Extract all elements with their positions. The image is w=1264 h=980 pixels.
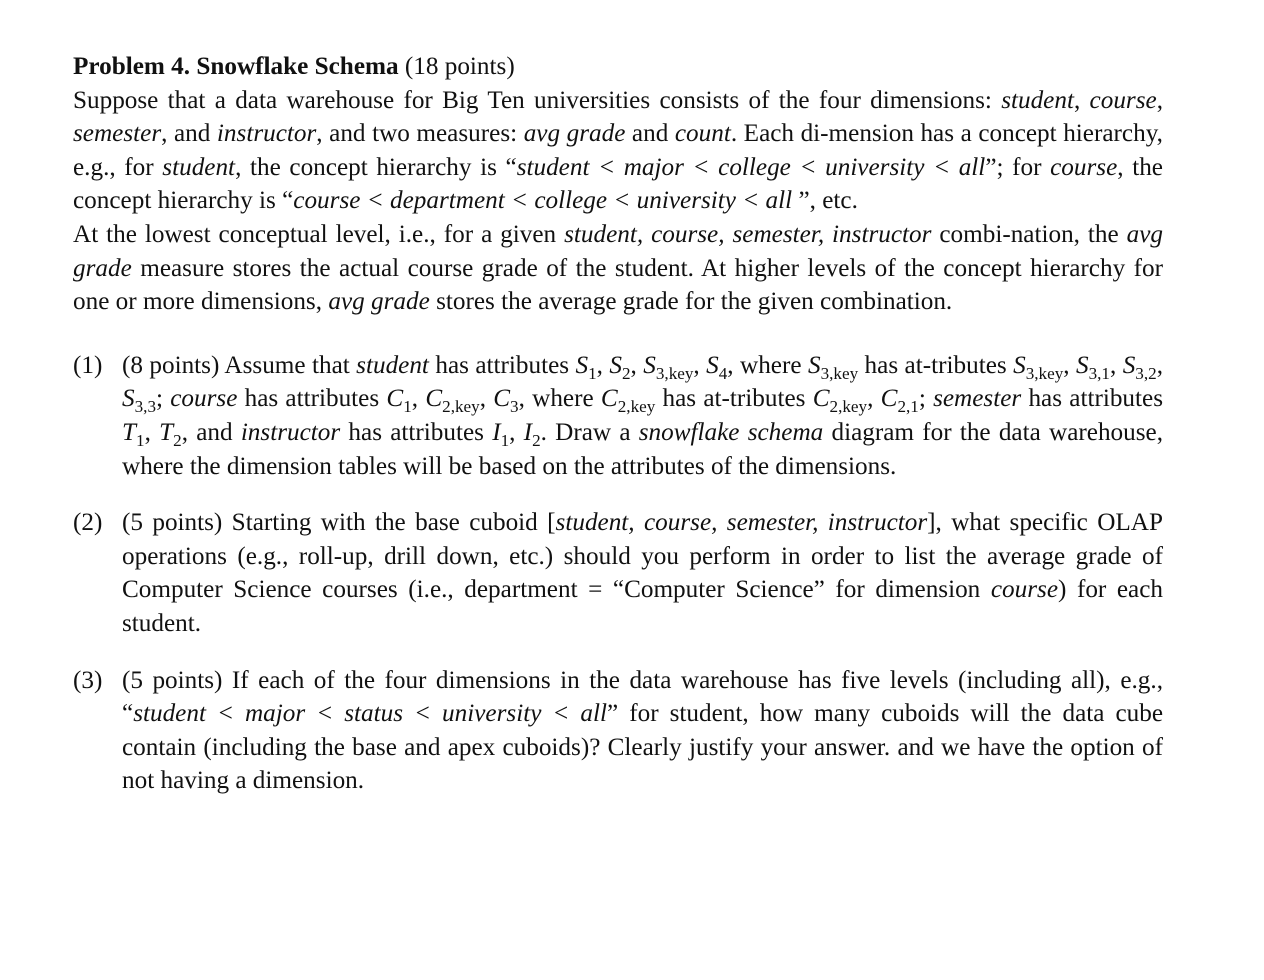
attr-subscript: 3,1 xyxy=(1088,363,1110,383)
dimension-instructor: instructor xyxy=(216,120,317,148)
dimension-instructor: instructor xyxy=(240,418,341,446)
attr-subscript: 3,key xyxy=(1025,363,1064,383)
intro-text: ”; for xyxy=(985,153,1051,181)
attr-subscript: 2,1 xyxy=(897,397,919,417)
level-paragraph xyxy=(73,218,1163,319)
attr-subscript: 2,key xyxy=(617,397,656,417)
measure-avg-grade: avg grade xyxy=(73,220,1163,282)
q-text: has attributes xyxy=(340,418,493,446)
q-text: , xyxy=(411,385,426,413)
dimension-course: course xyxy=(1050,153,1118,181)
question-1 xyxy=(73,349,1163,483)
attr-subscript: 2,key xyxy=(829,397,868,417)
q-text: , where xyxy=(518,385,601,413)
attr-subscript: 3,key xyxy=(820,363,859,383)
q-text: (5 points) If each of the four dimensions in the data warehouse has five levels (including all), e.g., “ xyxy=(122,666,1163,728)
attr-subscript: 2,key xyxy=(442,397,480,417)
attr-symbol: S xyxy=(1122,351,1136,379)
intro-text: , and xyxy=(161,120,217,148)
attr-subscript: 2 xyxy=(173,430,182,450)
intro-text: and xyxy=(625,120,675,148)
dimension-course: course xyxy=(990,576,1058,604)
attr-subscript: 4 xyxy=(718,363,728,383)
q-text: has attributes xyxy=(237,385,387,413)
q-text: , xyxy=(596,351,610,379)
intro-text: ”, etc. xyxy=(792,187,858,215)
dimension-student: student xyxy=(162,153,236,181)
attr-symbol: I xyxy=(492,418,501,446)
dimension-semester: semester xyxy=(73,120,162,148)
q-text: has at-tributes xyxy=(858,351,1014,379)
attr-symbol: S xyxy=(643,351,656,379)
attr-symbol: S xyxy=(122,385,135,413)
q-text: , xyxy=(867,385,881,413)
question-3 xyxy=(73,664,1163,798)
attr-subscript: 2 xyxy=(532,430,541,450)
q-text: (8 points) Assume that xyxy=(122,351,357,379)
q-text: diagram for the data warehouse, where the dimension tables will be based on the attributes of the dimensions. xyxy=(122,418,1163,480)
q-text: ) for each student. xyxy=(122,576,1164,637)
para-text: At the lowest conceptual level, i.e., for a given xyxy=(73,220,565,248)
measure-avg-grade: avg grade xyxy=(328,288,430,316)
dimension-course: course xyxy=(170,385,238,413)
attr-symbol: S xyxy=(575,351,589,379)
q-text: has at-tributes xyxy=(655,385,813,413)
intro-text: . Each di-mension has a concept hierarchy, e.g., for xyxy=(73,120,1163,181)
q-text: (5 points) Starting with the base cuboid [ xyxy=(122,509,556,537)
attr-subscript: 1 xyxy=(588,363,597,383)
attr-symbol: S xyxy=(1075,351,1089,379)
attr-subscript: 3,key xyxy=(655,363,694,383)
attr-symbol: T xyxy=(122,418,137,446)
q-text: , xyxy=(1109,351,1123,379)
course-hierarchy: course < department < college < university < all xyxy=(293,187,793,215)
question-2 xyxy=(73,506,1163,640)
q-text: ], what specific OLAP operations (e.g., roll-up, drill down, etc.) should you perform in order to list the average grade of Computer Science courses (i.e., department = “Computer Science” for dimension xyxy=(122,509,1163,604)
dimension-semester: semester xyxy=(933,385,1022,413)
attr-symbol: I xyxy=(523,418,533,446)
measure-count: count xyxy=(674,120,731,148)
para-text: measure stores the actual course grade of the student. At higher levels of the concept hierarchy for one or more dimensions, xyxy=(73,254,1163,316)
q-text: , xyxy=(693,351,707,379)
para-text: combi-nation, the xyxy=(931,220,1127,248)
problem-points: (18 points) xyxy=(404,53,515,80)
intro-paragraph xyxy=(73,84,1163,218)
attr-symbol: S xyxy=(609,351,622,379)
attr-symbol: C xyxy=(812,385,830,413)
q-text: ” for student, how many cuboids will the data cube contain (including the base and apex cuboids)? Clearly justify your answer. and we have the option of not having a dimension. xyxy=(122,700,1163,795)
attr-symbol: T xyxy=(159,418,174,446)
q-text: has attributes xyxy=(1021,385,1163,413)
intro-text: Suppose that a data warehouse for Big Ten universities consists of the four dimensions: xyxy=(73,86,1002,114)
snowflake-schema-term: snowflake schema xyxy=(638,418,824,446)
dimension-student: student xyxy=(1001,86,1074,114)
q-text: ; xyxy=(918,385,934,413)
attr-symbol: C xyxy=(493,385,511,413)
q-text: has attributes xyxy=(428,351,576,379)
para-text: stores the average grade for the given combination. xyxy=(429,288,953,316)
intro-text: , the concept hierarchy is “ xyxy=(235,153,517,181)
attr-subscript: 3,2 xyxy=(1135,363,1157,383)
q-text: , and xyxy=(181,418,241,446)
student-hierarchy: student < major < status < university < all xyxy=(133,700,608,728)
intro-text: , and two measures: xyxy=(316,120,524,148)
measure-avg-grade: avg grade xyxy=(523,120,626,148)
dimension-student: student xyxy=(356,351,429,379)
attr-subscript: 3 xyxy=(510,397,519,417)
intro-text: , xyxy=(1073,86,1090,114)
question-number: (1) xyxy=(73,351,103,379)
attr-subscript: 1 xyxy=(136,430,145,450)
q-text: ; xyxy=(156,385,171,413)
attr-symbol: S xyxy=(807,351,821,379)
attr-subscript: 2 xyxy=(621,363,631,383)
q-text: , xyxy=(144,418,160,446)
dimension-course: course xyxy=(1089,86,1157,114)
base-cuboid: student, course, semester, instructor xyxy=(555,509,928,537)
student-hierarchy: student < major < college < university < all xyxy=(516,153,986,181)
q-text: , xyxy=(479,385,494,413)
attr-subscript: 3,3 xyxy=(134,397,156,417)
attr-symbol: C xyxy=(600,385,618,413)
intro-text: , xyxy=(1156,86,1163,114)
q-text: . Draw a xyxy=(540,418,639,446)
attr-symbol: C xyxy=(425,385,443,413)
attr-symbol: C xyxy=(880,385,898,413)
combination-italic: student, course, semester, instructor xyxy=(564,220,932,248)
question-number: (3) xyxy=(73,666,103,694)
problem-heading xyxy=(73,50,1163,84)
problem-document xyxy=(73,50,1163,798)
attr-subscript: 1 xyxy=(500,430,510,450)
intro-text: , the concept hierarchy is “ xyxy=(73,153,1163,215)
q-text: , xyxy=(1156,351,1163,379)
attr-subscript: 1 xyxy=(403,397,412,417)
q-text: , xyxy=(630,351,644,379)
q-text: , xyxy=(1063,351,1076,379)
attr-symbol: S xyxy=(706,351,719,379)
q-text: , where xyxy=(727,351,808,379)
problem-title: Problem 4. Snowflake Schema xyxy=(73,53,399,80)
attr-symbol: C xyxy=(386,385,404,413)
q-text: , xyxy=(509,418,524,446)
attr-symbol: S xyxy=(1013,351,1026,379)
question-number: (2) xyxy=(73,509,103,537)
